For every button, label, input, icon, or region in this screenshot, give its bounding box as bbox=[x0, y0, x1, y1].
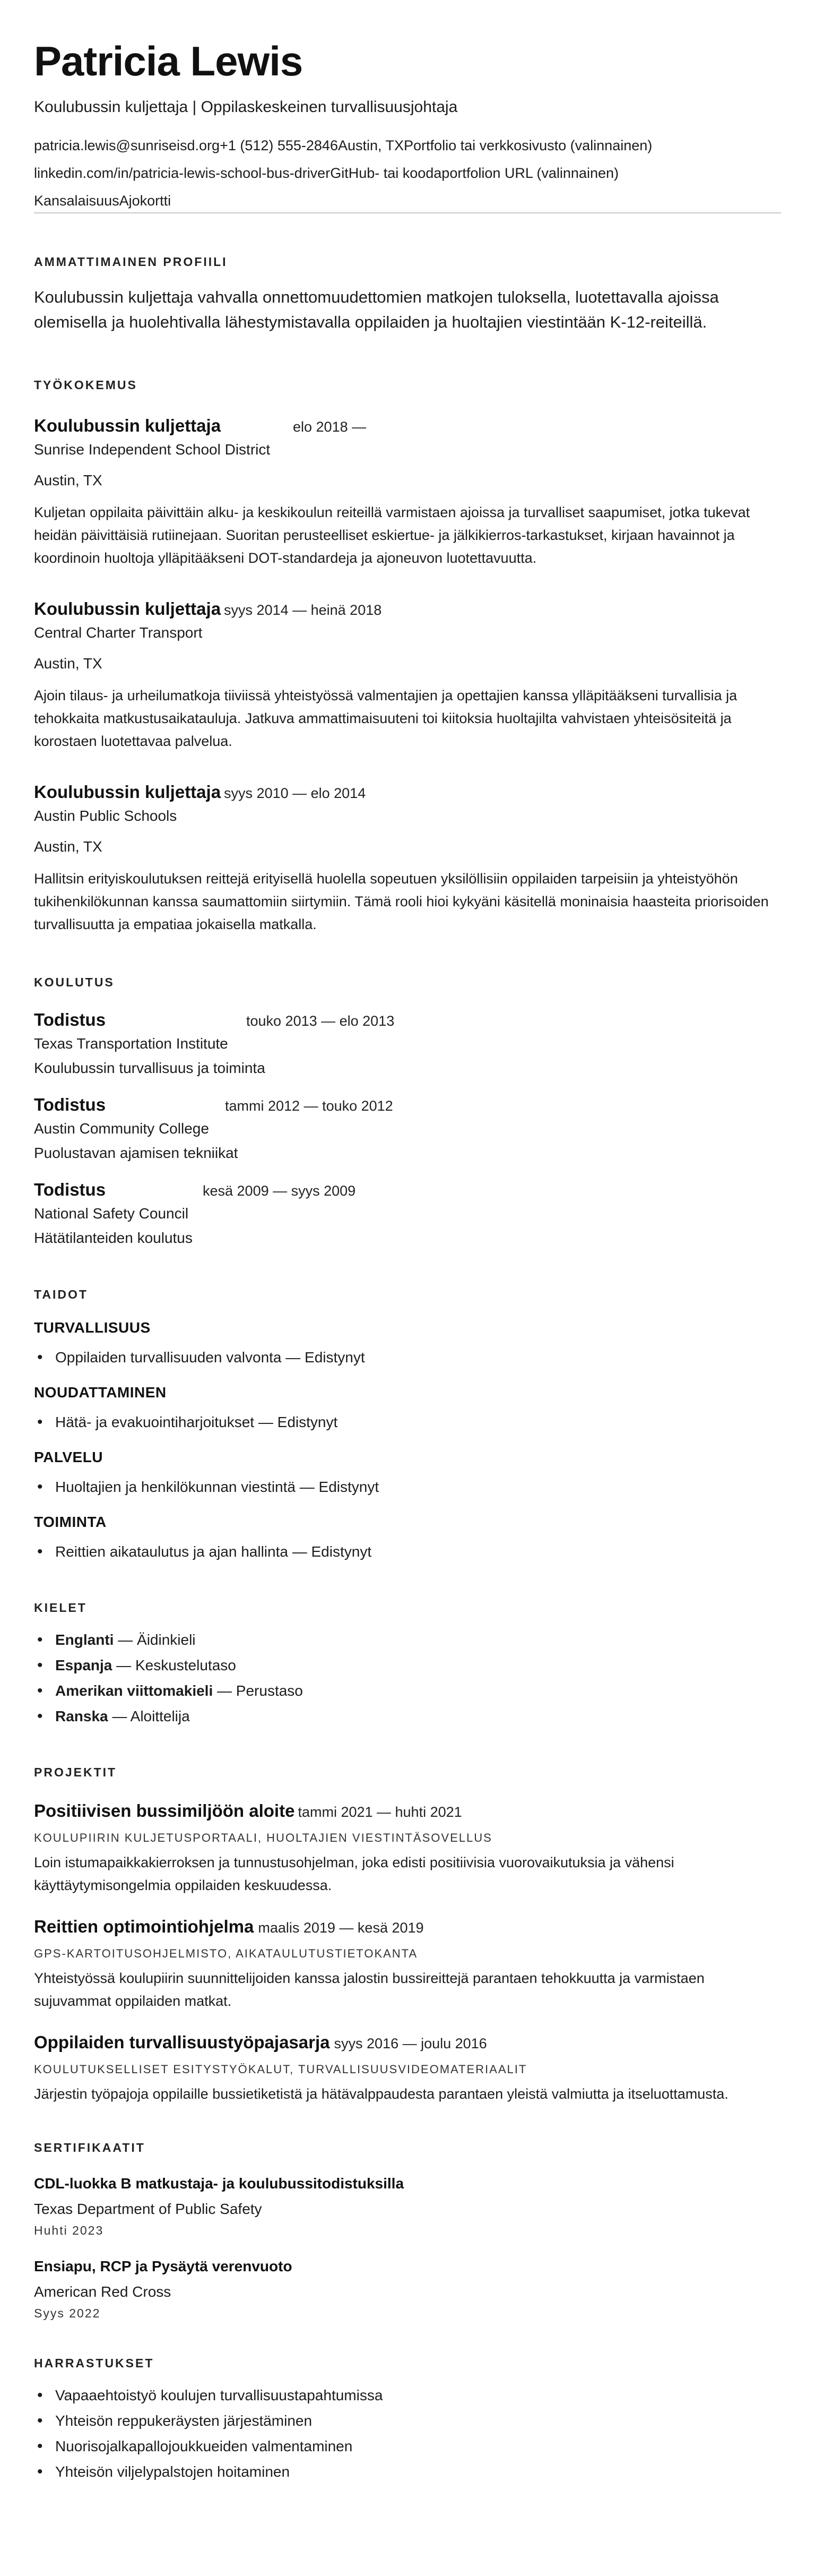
language-name: Ranska bbox=[55, 1708, 108, 1724]
project-description: Loin istumapaikkakierroksen ja tunnustusohjelman, joka edisti positiivisia vuorovaikutuksia ja vähensi käyttäytymisongelmia oppilaiden keskuudessa. bbox=[34, 1854, 674, 1893]
entry-head bbox=[34, 1915, 781, 1938]
skill-group-name: NOUDATTAMINEN bbox=[34, 1384, 167, 1401]
hobbies-section bbox=[34, 2355, 781, 2485]
section-title: AMMATTIMAINEN PROFIILI bbox=[34, 255, 228, 269]
project-dates: tammi 2021 — huhti 2021 bbox=[298, 1804, 462, 1820]
experience-entry bbox=[34, 597, 781, 753]
extra-row bbox=[34, 191, 781, 213]
project-name: Reittien optimointiohjelma bbox=[34, 1917, 254, 1936]
education-degree: Todistus bbox=[34, 1180, 106, 1199]
links-row bbox=[34, 164, 781, 183]
entry-head bbox=[34, 1178, 781, 1201]
job-role: Koulubussin kuljettaja bbox=[34, 416, 221, 435]
project-entry bbox=[34, 2031, 781, 2106]
job-role: Koulubussin kuljettaja bbox=[34, 782, 221, 802]
skill-group bbox=[34, 1318, 781, 1370]
contact-location: Austin, TX bbox=[337, 138, 404, 153]
language-list bbox=[34, 1627, 781, 1729]
section-title: TAIDOT bbox=[34, 1287, 88, 1301]
education-field: Puolustavan ajamisen tekniikat bbox=[34, 1145, 238, 1161]
job-description: Ajoin tilaus- ja urheilumatkoja tiiviissä yhteistyössä valmentajien ja opettajien kanssa ylläpitääkseni turvallisia ja tehokkaita matkustusaikatauluja. Jatkuva ammattimaisuuteni toi kiitoksia huoltajilta vahvistaen yhteisösiteitä ja korostaen luotettavaa palvelua. bbox=[34, 688, 738, 749]
job-org: Austin Public Schools bbox=[34, 808, 177, 824]
section-title: PROJEKTIT bbox=[34, 1765, 117, 1779]
skill-item: • Reittien aikataulutus ja ajan hallinta — Edistynyt bbox=[34, 1539, 781, 1565]
education-field: Hätätilanteiden koulutus bbox=[34, 1230, 193, 1246]
contact-email[interactable]: patricia.lewis@sunriseisd.org bbox=[34, 138, 220, 153]
contact-row bbox=[34, 136, 781, 155]
education-section bbox=[34, 974, 781, 1248]
skill-group bbox=[34, 1448, 781, 1500]
education-dates: touko 2013 — elo 2013 bbox=[246, 1013, 395, 1029]
profile-summary: Koulubussin kuljettaja vahvalla onnettomuudettomien matkojen tuloksella, luotettavalla ajoissa olemisella ja huolehtivalla lähestymistavalla oppilaiden ja huoltajien viestintään K-12-reiteillä. bbox=[34, 288, 719, 331]
language-level: — Keskustelutaso bbox=[112, 1657, 236, 1673]
certification-date: Huhti 2023 bbox=[34, 2223, 104, 2237]
project-description: Yhteistyössä koulupiirin suunnittelijoiden kanssa jalostin bussireittejä parantaen tehokkuutta ja varmistaen sujuvammat oppilaiden matkat. bbox=[34, 1970, 705, 2009]
job-location: Austin, TX bbox=[34, 655, 102, 672]
education-school: Texas Transportation Institute bbox=[34, 1035, 228, 1052]
contact-citizenship: Kansalaisuus bbox=[34, 193, 119, 209]
education-school: Austin Community College bbox=[34, 1120, 209, 1137]
education-dates: kesä 2009 — syys 2009 bbox=[203, 1183, 356, 1199]
profile-section bbox=[34, 254, 781, 334]
skill-group-name: TURVALLISUUS bbox=[34, 1319, 151, 1336]
hobby-item: • Yhteisön viljelypalstojen hoitaminen bbox=[34, 2459, 781, 2485]
education-entry bbox=[34, 1178, 781, 1248]
certification-issuer: Texas Department of Public Safety bbox=[34, 2201, 262, 2217]
job-role: Koulubussin kuljettaja bbox=[34, 599, 221, 619]
job-dates: elo 2018 — bbox=[293, 419, 367, 435]
skill-group bbox=[34, 1513, 781, 1565]
project-entry bbox=[34, 1799, 781, 1897]
language-item bbox=[34, 1704, 781, 1729]
education-degree: Todistus bbox=[34, 1010, 106, 1029]
education-dates: tammi 2012 — touko 2012 bbox=[225, 1098, 393, 1114]
contact-phone[interactable]: +1 (512) 555-2846 bbox=[220, 138, 338, 153]
education-entry bbox=[34, 1093, 781, 1163]
section-title: KIELET bbox=[34, 1601, 87, 1615]
language-name: Englanti bbox=[55, 1632, 114, 1648]
job-description: Kuljetan oppilaita päivittäin alku- ja keskikoulun reiteillä varmistaen ajoissa ja turvalliset saapumiset, jotka tukevat heidän päivittäisiä rutiinejaan. Suoritan perusteelliset eskiertue- ja jälkikierros-tarkastukset, kirjaan havainnot ja koordinoin huoltoja ylläpitääkseni DOT-standardeja ja ajoneuvon luotettavuutta. bbox=[34, 504, 750, 566]
skill-list bbox=[34, 1539, 781, 1565]
skills-section bbox=[34, 1286, 781, 1565]
education-entry bbox=[34, 1008, 781, 1078]
section-title: KOULUTUS bbox=[34, 975, 115, 989]
job-org: Central Charter Transport bbox=[34, 624, 203, 641]
skill-item: • Huoltajien ja henkilökunnan viestintä — Edistynyt bbox=[34, 1474, 781, 1500]
job-org: Sunrise Independent School District bbox=[34, 441, 271, 458]
job-dates: syys 2010 — elo 2014 bbox=[224, 785, 366, 801]
skill-item: • Oppilaiden turvallisuuden valvonta — Edistynyt bbox=[34, 1345, 781, 1370]
certifications-section bbox=[34, 2140, 781, 2321]
job-location: Austin, TX bbox=[34, 838, 102, 855]
skill-group-name: PALVELU bbox=[34, 1449, 103, 1465]
certification-entry bbox=[34, 2256, 781, 2321]
experience-entry bbox=[34, 780, 781, 936]
hobby-item: • Yhteisön reppukeräysten järjestäminen bbox=[34, 2408, 781, 2434]
entry-head bbox=[34, 1008, 781, 1032]
contact-linkedin[interactable]: linkedin.com/in/patricia-lewis-school-bus-driver bbox=[34, 165, 331, 181]
section-title: SERTIFIKAATIT bbox=[34, 2141, 145, 2154]
project-dates: maalis 2019 — kesä 2019 bbox=[258, 1920, 424, 1936]
hobby-item: • Nuorisojalkapallojoukkueiden valmentaminen bbox=[34, 2434, 781, 2459]
language-level: — Perustaso bbox=[213, 1682, 303, 1699]
project-dates: syys 2016 — joulu 2016 bbox=[334, 2036, 487, 2051]
entry-head bbox=[34, 2031, 781, 2054]
job-dates: syys 2014 — heinä 2018 bbox=[224, 602, 382, 618]
certification-entry bbox=[34, 2174, 781, 2238]
hobby-list bbox=[34, 2383, 781, 2485]
entry-head bbox=[34, 414, 781, 437]
languages-section bbox=[34, 1600, 781, 1729]
project-name: Oppilaiden turvallisuustyöpajasarja bbox=[34, 2032, 330, 2052]
entry-head bbox=[34, 780, 781, 804]
projects-section bbox=[34, 1764, 781, 2106]
entry-head bbox=[34, 597, 781, 621]
language-name: Espanja bbox=[55, 1657, 112, 1673]
project-tags: GPS-KARTOITUSOHJELMISTO, AIKATAULUTUSTIETOKANTA bbox=[34, 1947, 418, 1960]
resume-header bbox=[34, 37, 781, 213]
skill-item: • Hätä- ja evakuointiharjoitukset — Edistynyt bbox=[34, 1410, 781, 1435]
education-degree: Todistus bbox=[34, 1095, 106, 1114]
project-entry bbox=[34, 1915, 781, 2013]
section-title: HARRASTUKSET bbox=[34, 2356, 154, 2370]
contact-portfolio[interactable]: Portfolio tai verkkosivusto (valinnainen) bbox=[404, 138, 653, 153]
skill-list bbox=[34, 1345, 781, 1370]
project-description: Järjestin työpajoja oppilaille bussietiketistä ja hätävalppaudesta parantaen yleistä valmiutta ja itseluottamusta. bbox=[34, 2086, 729, 2102]
language-name: Amerikan viittomakieli bbox=[55, 1682, 213, 1699]
education-field: Koulubussin turvallisuus ja toiminta bbox=[34, 1060, 265, 1076]
certification-name: CDL-luokka B matkustaja- ja koulubussitodistuksilla bbox=[34, 2175, 404, 2192]
entry-head bbox=[34, 1799, 781, 1823]
section-title: TYÖKOKEMUS bbox=[34, 378, 137, 392]
entry-head bbox=[34, 1093, 781, 1117]
job-description: Hallitsin erityiskoulutuksen reittejä erityisellä huolella sopeutuen yksilöllisiin oppilaiden tarpeisiin ja yhteistyöhön tukihenkilökunnan kanssa saumattomiin siirtymiin. Tämä rooli hioi kykyäni käsitellä moninaisia haasteita priorisoiden turvallisuutta ja empatiaa jokaisella matkalla. bbox=[34, 871, 769, 932]
language-item bbox=[34, 1653, 781, 1678]
education-school: National Safety Council bbox=[34, 1205, 189, 1222]
language-level: — Aloittelija bbox=[108, 1708, 190, 1724]
skill-group bbox=[34, 1383, 781, 1435]
language-level: — Äidinkieli bbox=[114, 1632, 196, 1648]
certification-issuer: American Red Cross bbox=[34, 2283, 171, 2300]
project-name: Positiivisen bussimiljöön aloite bbox=[34, 1801, 295, 1821]
project-tags: KOULUPIIRIN KULJETUSPORTAALI, HUOLTAJIEN VIESTINTÄSOVELLUS bbox=[34, 1831, 492, 1844]
candidate-title: Koulubussin kuljettaja | Oppilaskeskeinen turvallisuusjohtaja bbox=[34, 98, 458, 116]
skill-group-name: TOIMINTA bbox=[34, 1514, 107, 1530]
certification-name: Ensiapu, RCP ja Pysäytä verenvuoto bbox=[34, 2258, 292, 2274]
project-tags: KOULUTUKSELLISET ESITYSTYÖKALUT, TURVALLISUUSVIDEOMATERIAALIT bbox=[34, 2063, 527, 2076]
experience-entry bbox=[34, 414, 781, 570]
job-location: Austin, TX bbox=[34, 472, 102, 488]
experience-section bbox=[34, 377, 781, 936]
contact-license: Ajokortti bbox=[119, 193, 171, 209]
skill-list bbox=[34, 1410, 781, 1435]
candidate-name: Patricia Lewis bbox=[34, 38, 303, 84]
hobby-item: • Vapaaehtoistyö koulujen turvallisuustapahtumissa bbox=[34, 2383, 781, 2408]
language-item bbox=[34, 1627, 781, 1653]
language-item bbox=[34, 1678, 781, 1704]
skill-list bbox=[34, 1474, 781, 1500]
contact-github[interactable]: GitHub- tai koodaportfolion URL (valinnainen) bbox=[330, 165, 619, 181]
certification-date: Syys 2022 bbox=[34, 2306, 101, 2320]
